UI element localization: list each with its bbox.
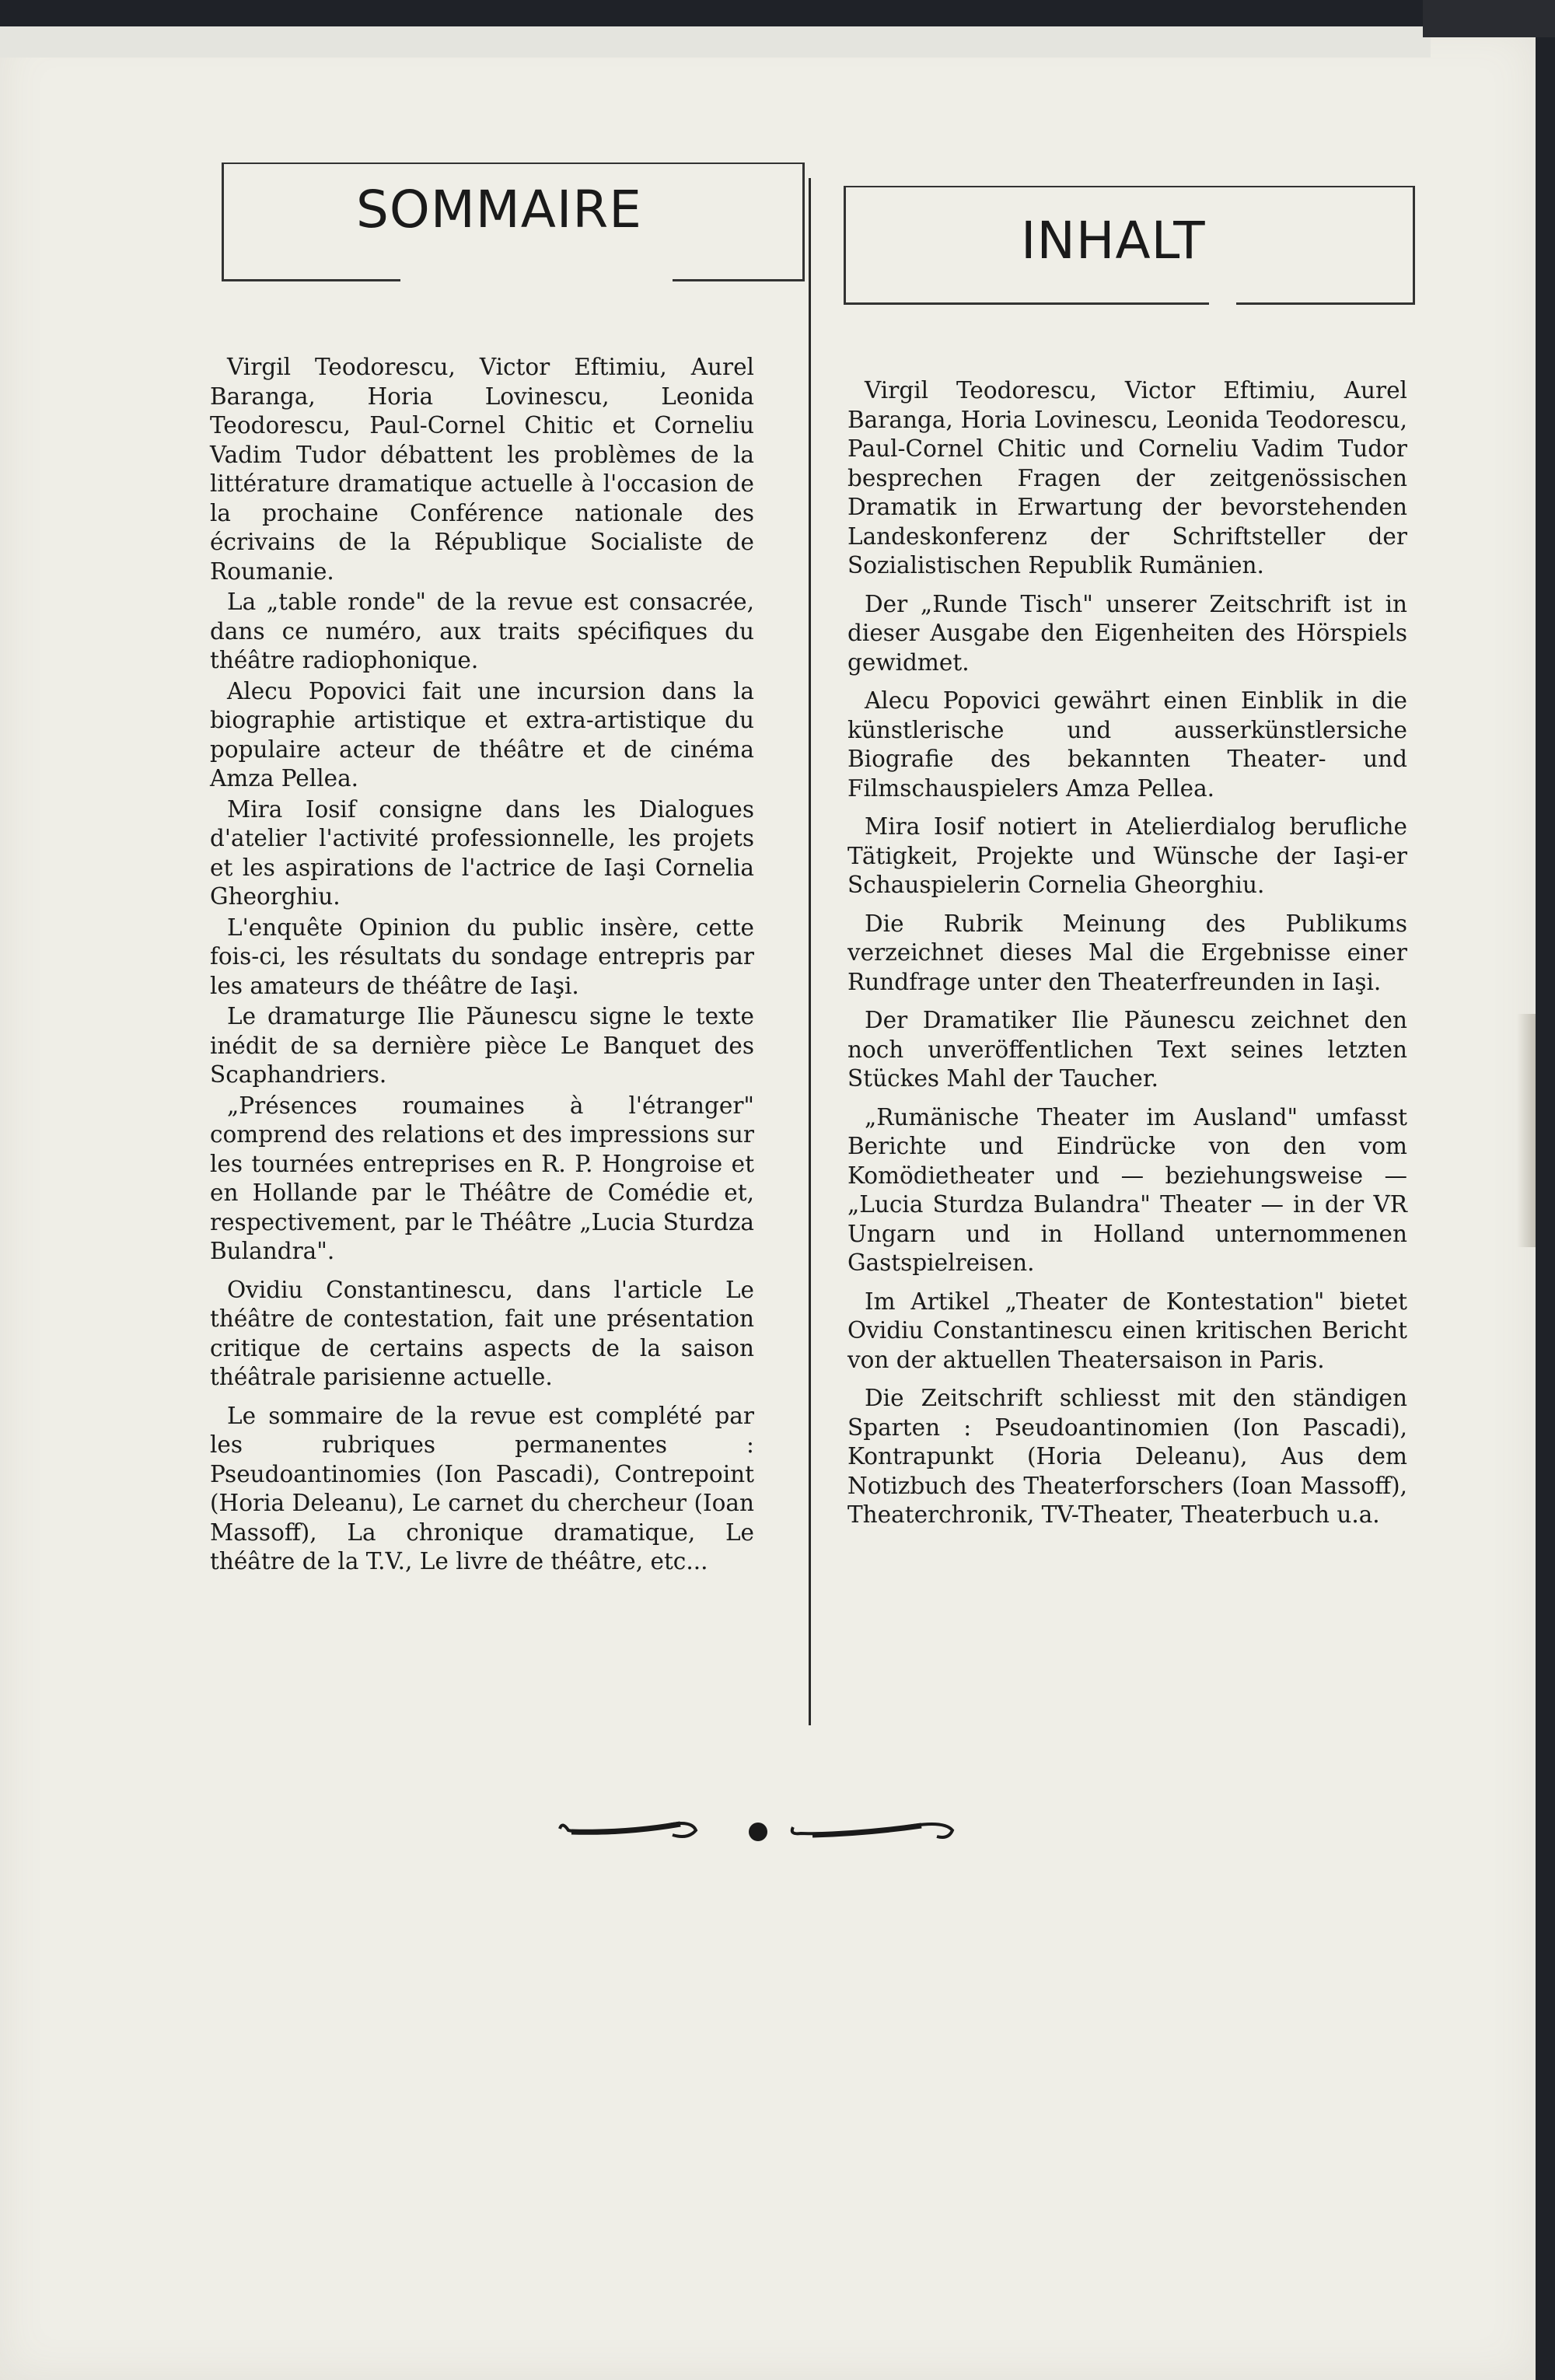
inhalt-paragraph: Mira Iosif notiert in Atelierdialog berufliche Tätigkeit, Projekte und Wünsche der Iaşi-er Schauspielerin Cornelia Gheorghiu. bbox=[847, 813, 1407, 898]
inhalt-paragraph: Die Zeitschrift schliesst mit den ständigen Sparten : Pseudoantinomien (Ion Pascadi), Kontrapunkt (Horia Deleanu), Aus dem Notizbuch des Theaterforschers (Ioan Massoff), Theaterchronik, TV-Theater, Theaterbuch u.a. bbox=[847, 1385, 1407, 1528]
inhalt-title: INHALT bbox=[1021, 211, 1206, 271]
inhalt-column bbox=[847, 376, 1407, 1539]
background-corner bbox=[1423, 0, 1555, 37]
page-top-edge bbox=[0, 26, 1431, 58]
sommaire-paragraph: La „table ronde" de la revue est consacrée, dans ce numéro, aux traits spécifiques du théâtre radiophonique. bbox=[210, 589, 754, 673]
inhalt-heading-box bbox=[844, 186, 1415, 302]
inhalt-paragraph: Im Artikel „Theater de Kontestation" bietet Ovidiu Constantinescu einen kritischen Bericht von der aktuellen Theatersaison in Paris. bbox=[847, 1288, 1407, 1373]
inhalt-paragraph: Virgil Teodorescu, Victor Eftimiu, Aurel Baranga, Horia Lovinescu, Leonida Teodorescu, Paul-Cornel Chitic und Corneliu Vadim Tudor besprechen Fragen der zeitgenössischen Dramatik in Erwartung der bevorstehenden Landeskonferenz der Schriftsteller der Sozialistischen Republik Rumänien. bbox=[847, 377, 1407, 578]
sommaire-paragraph: Le sommaire de la revue est complété par les rubriques permanentes : Pseudoantinomies (Ion Pascadi), Contrepoint (Horia Deleanu), Le carnet du chercheur (Ioan Massoff), La chronique dramatique, Le théâtre de la T.V., Le livre de théâtre, etc... bbox=[210, 1402, 754, 1574]
heading-rule-left bbox=[844, 302, 1209, 305]
sommaire-paragraph: Alecu Popovici fait une incursion dans la biographie artistique et extra-artistique du populaire acteur de théâtre et de cinéma Amza Pellea. bbox=[210, 677, 754, 792]
inhalt-paragraph: Der Dramatiker Ilie Păunescu zeichnet den noch unveröffentlichen Text seines letzten Stückes Mahl der Taucher. bbox=[847, 1007, 1407, 1092]
sommaire-heading-box bbox=[222, 163, 805, 279]
heading-rule-right bbox=[673, 279, 805, 281]
sommaire-paragraph: L'enquête Opinion du public insère, cette fois-ci, les résultats du sondage entrepris par les amateurs de théâtre de Iaşi. bbox=[210, 914, 754, 999]
column-divider bbox=[809, 178, 811, 1725]
sommaire-paragraph: Virgil Teodorescu, Victor Eftimiu, Aurel Baranga, Horia Lovinescu, Leonida Teodorescu, Paul-Cornel Chitic et Corneliu Vadim Tudor débattent les problèmes de la littérature dramatique actuelle à l'occasion de la prochaine Conférence nationale des écrivains de la République Socialiste de Roumanie. bbox=[210, 354, 754, 585]
heading-rule-right bbox=[1236, 302, 1415, 305]
page-edge-shadow bbox=[1517, 1014, 1536, 1247]
inhalt-paragraph: Alecu Popovici gewährt einen Einblik in die künstlerische und ausserkünstlersiche Biografie des bekannten Theater- und Filmschauspielers Amza Pellea. bbox=[847, 687, 1407, 802]
ornament-flourish bbox=[556, 1807, 960, 1854]
inhalt-paragraph: „Rumänische Theater im Ausland" umfasst Berichte und Eindrücke von den vom Komödietheater und — beziehungsweise — „Lucia Sturdza Bulandra" Theater — in der VR Ungarn und in Holland unternommenen Gastspielreisen. bbox=[847, 1103, 1407, 1276]
sommaire-paragraph: Le dramaturge Ilie Păunescu signe le texte inédit de sa dernière pièce Le Banquet des Scaphandriers. bbox=[210, 1003, 754, 1088]
inhalt-paragraph: Die Rubrik Meinung des Publikums verzeichnet dieses Mal die Ergebnisse einer Rundfrage unter den Theaterfreunden in Iaşi. bbox=[847, 910, 1407, 995]
magazine-page bbox=[0, 26, 1536, 2380]
sommaire-paragraph: Mira Iosif consigne dans les Dialogues d'atelier l'activité professionnelle, les projets et les aspirations de l'actrice de Iaşi Cornelia Gheorghiu. bbox=[210, 795, 754, 910]
sommaire-paragraph: „Présences roumaines à l'étranger" comprend des relations et des impressions sur les tournées entreprises en R. P. Hongroise et en Hollande par le Théâtre de Comédie et, respectivement, par le Théâtre „Lucia Sturdza Bulandra". bbox=[210, 1092, 754, 1264]
sommaire-paragraph: Ovidiu Constantinescu, dans l'article Le théâtre de contestation, fait une présentation critique de certains aspects de la saison théâtrale parisienne actuelle. bbox=[210, 1276, 754, 1390]
sommaire-column bbox=[210, 353, 754, 1578]
heading-rule-left bbox=[222, 279, 400, 281]
inhalt-paragraph: Der „Runde Tisch" unserer Zeitschrift ist in dieser Ausgabe den Eigenheiten des Hörspiels gewidmet. bbox=[847, 590, 1407, 676]
sommaire-title: SOMMAIRE bbox=[356, 180, 642, 239]
